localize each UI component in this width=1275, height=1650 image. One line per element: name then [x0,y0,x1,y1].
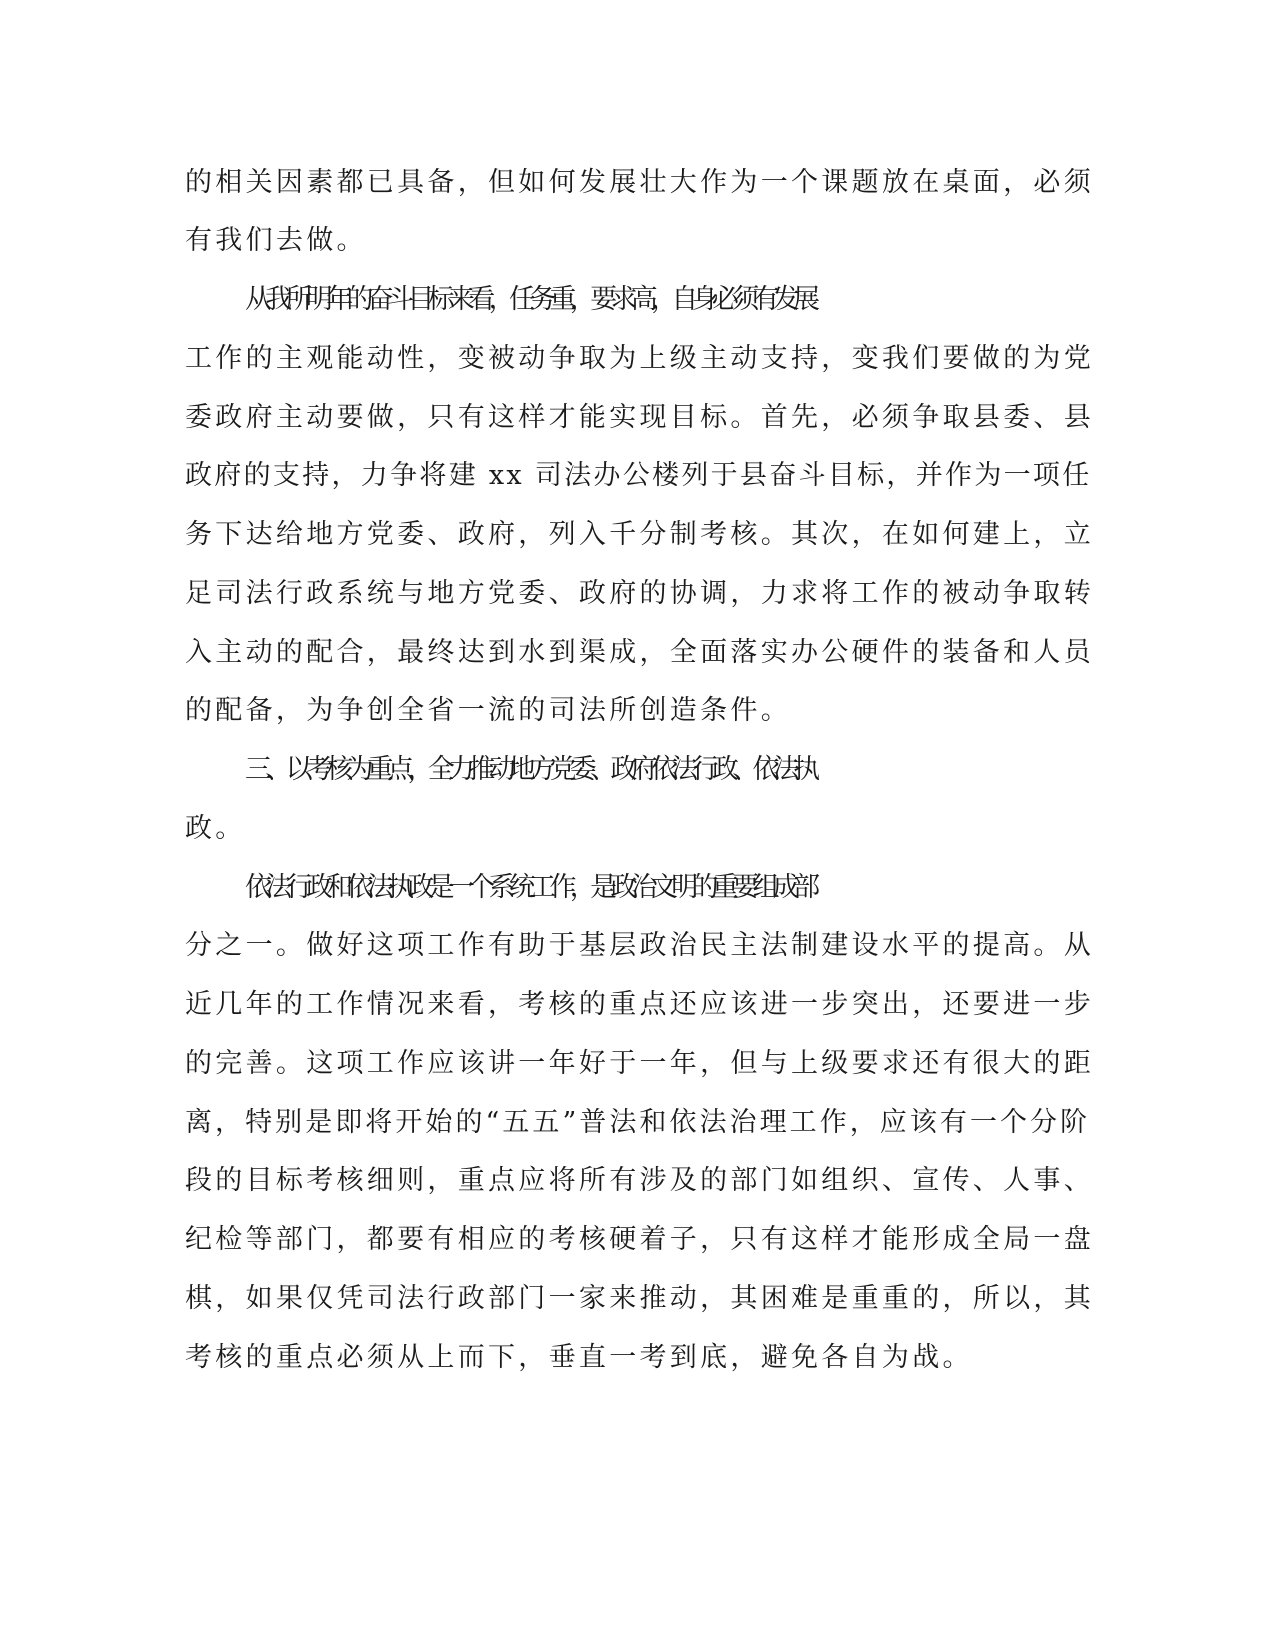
text-line: 的完善。这项工作应该讲一年好于一年，但与上级要求还有很大的距 [185,1048,1094,1079]
paragraph-start-line: 从我所明年的奋斗目标来看，任务重，要求高，自身必须有发展 [245,284,814,315]
text-line: 入主动的配合，最终达到水到渠成，全面落实办公硬件的装备和人员 [185,637,1094,668]
text-line: 务下达给地方党委、政府，列入千分制考核。其次，在如何建上，立 [185,519,1094,550]
text-line: 纪检等部门，都要有相应的考核硬着子，只有这样才能形成全局一盘 [185,1224,1094,1255]
text-line: 有我们去做。 [185,225,367,256]
text-line: 委政府主动要做，只有这样才能实现目标。首先，必须争取县委、县 [185,402,1094,433]
text-line: 政府的支持，力争将建 xx 司法办公楼列于县奋斗目标，并作为一项任 [185,460,1092,491]
section-heading-line: 三、以考核为重点，全力推动地方党委、政府依法行政、依法执 [245,754,814,785]
text-line: 分之一。做好这项工作有助于基层政治民主法制建设水平的提高。从 [185,930,1094,961]
text-line: 的配备，为争创全省一流的司法所创造条件。 [185,695,791,726]
text-line: 离，特别是即将开始的“五五”普法和依法治理工作，应该有一个分阶 [185,1107,1091,1138]
text-line: 的相关因素都已具备，但如何发展壮大作为一个课题放在桌面，必须 [185,167,1094,198]
text-line: 段的目标考核细则，重点应将所有涉及的部门如组织、宣传、人事、 [185,1165,1094,1196]
text-line: 足司法行政系统与地方党委、政府的协调，力求将工作的被动争取转 [185,578,1094,609]
text-line: 近几年的工作情况来看，考核的重点还应该进一步突出，还要进一步 [185,989,1094,1020]
text-line: 棋，如果仅凭司法行政部门一家来推动，其困难是重重的，所以，其 [185,1283,1094,1314]
text-line: 工作的主观能动性，变被动争取为上级主动支持，变我们要做的为党 [185,343,1094,374]
paragraph-start-line: 依法行政和依法执政是一个系统工作，是政治文明的重要组成部 [245,872,814,903]
section-heading-line: 政。 [185,813,246,844]
text-line: 考核的重点必须从上而下，垂直一考到底，避免各自为战。 [185,1342,973,1373]
